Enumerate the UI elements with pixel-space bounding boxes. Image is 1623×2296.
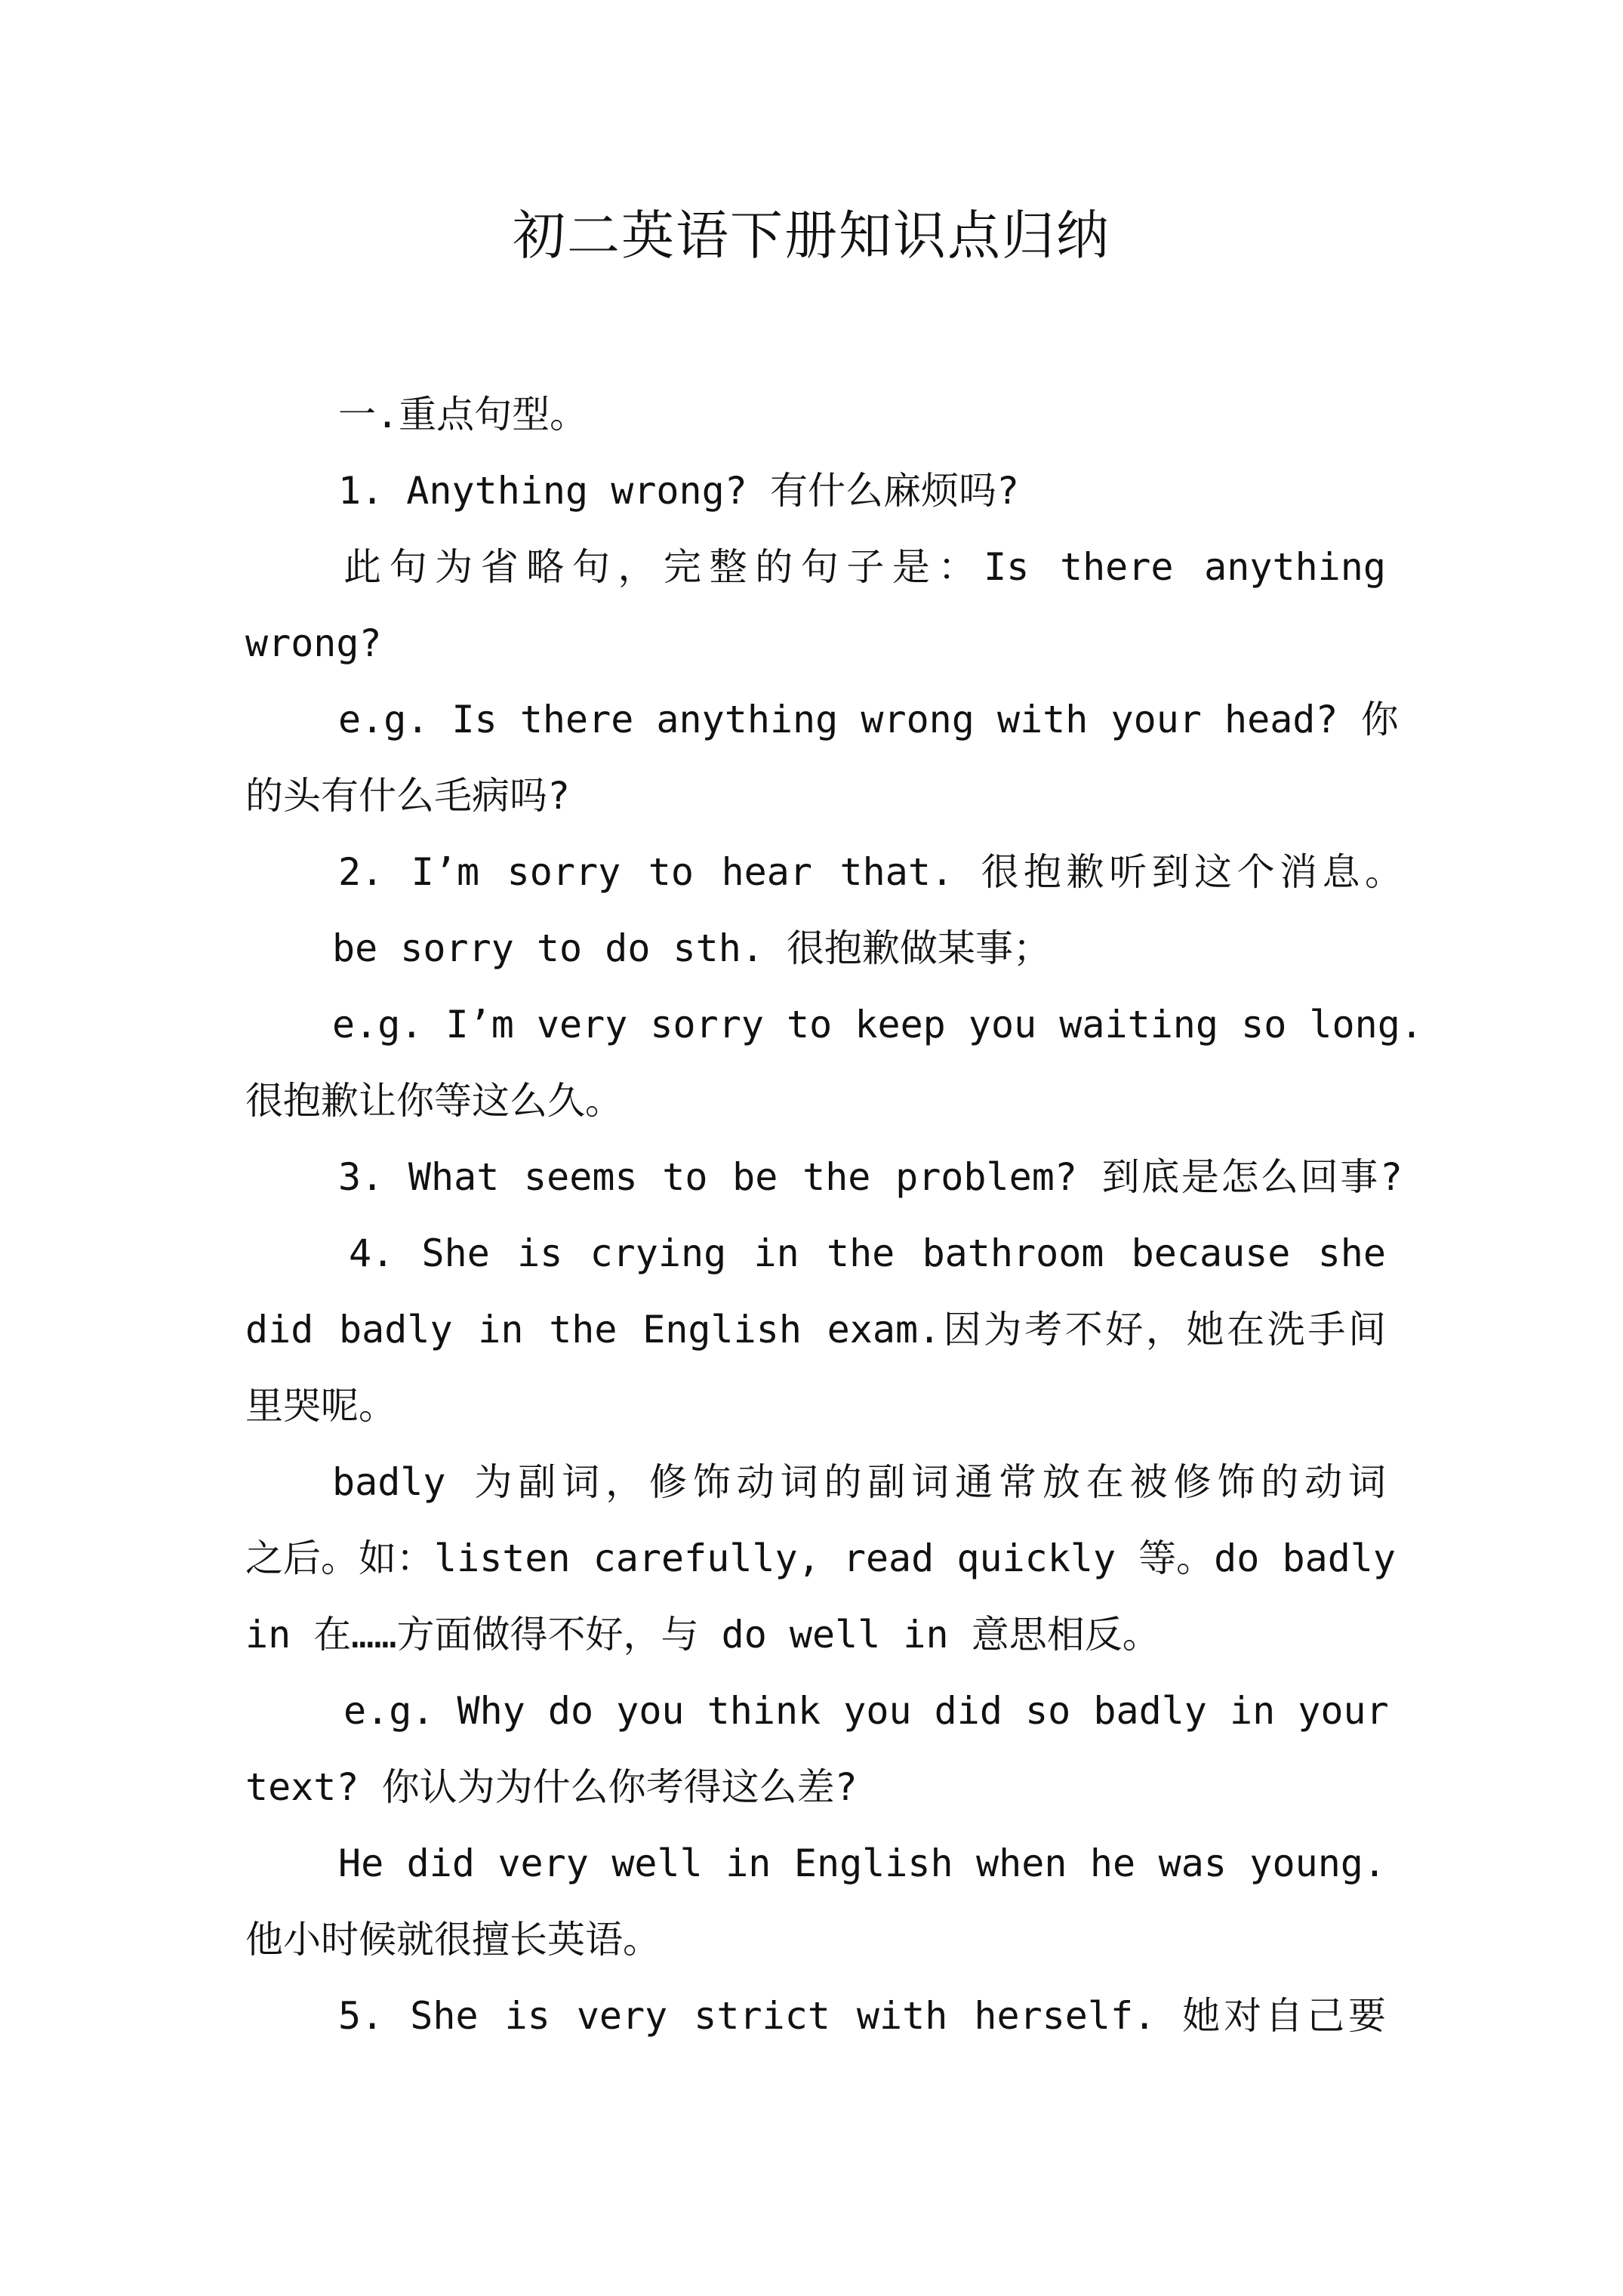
body-line: did badly in the English exam.因为考不好，她在洗手间 xyxy=(245,1308,1386,1351)
body-line: wrong? xyxy=(245,621,382,665)
body-line: e.g. Why do you think you did so badly in your xyxy=(343,1689,1389,1733)
document-title: 初二英语下册知识点归纳 xyxy=(513,205,1110,267)
body-line: 2. I’m sorry to hear that. 很抱歉听到这个消息。 xyxy=(338,850,1403,894)
body-line: 1. Anything wrong? 有什么麻烦吗? xyxy=(338,469,1020,513)
body-line: 3. What seems to be the problem? 到底是怎么回事? xyxy=(338,1155,1403,1199)
body-line: text? 你认为为什么你考得这么差? xyxy=(245,1765,858,1809)
body-line: 里哭呢。 xyxy=(245,1384,396,1428)
body-line: 5. She is very strict with herself. 她对自己要 xyxy=(338,1994,1386,2038)
body-line: He did very well in English when he was young. xyxy=(338,1841,1386,1885)
body-line: in 在……方面做得不好，与 do well in 意思相反。 xyxy=(245,1613,1160,1657)
body-line: 4. She is crying in the bathroom because she xyxy=(349,1231,1386,1275)
body-line: be sorry to do sth. 很抱歉做某事； xyxy=(332,926,1052,970)
body-line: e.g. I’m very sorry to keep you waiting so long. xyxy=(332,1003,1423,1046)
section-heading: 一.重点句型。 xyxy=(338,393,588,436)
body-line: badly 为副词，修饰动词的副词通常放在被修饰的动词 xyxy=(332,1460,1386,1504)
body-line: 此句为省略句，完整的句子是：Is there anything xyxy=(343,545,1386,589)
body-line: 很抱歉让你等这么久。 xyxy=(245,1079,623,1123)
body-line: 之后。如：listen carefully, read quickly 等。do badly xyxy=(245,1536,1396,1580)
body-line: 的头有什么毛病吗? xyxy=(245,774,571,818)
body-line: e.g. Is there anything wrong with your head? 你 xyxy=(338,698,1399,741)
body-line: 他小时候就很擅长英语。 xyxy=(245,1918,661,1962)
